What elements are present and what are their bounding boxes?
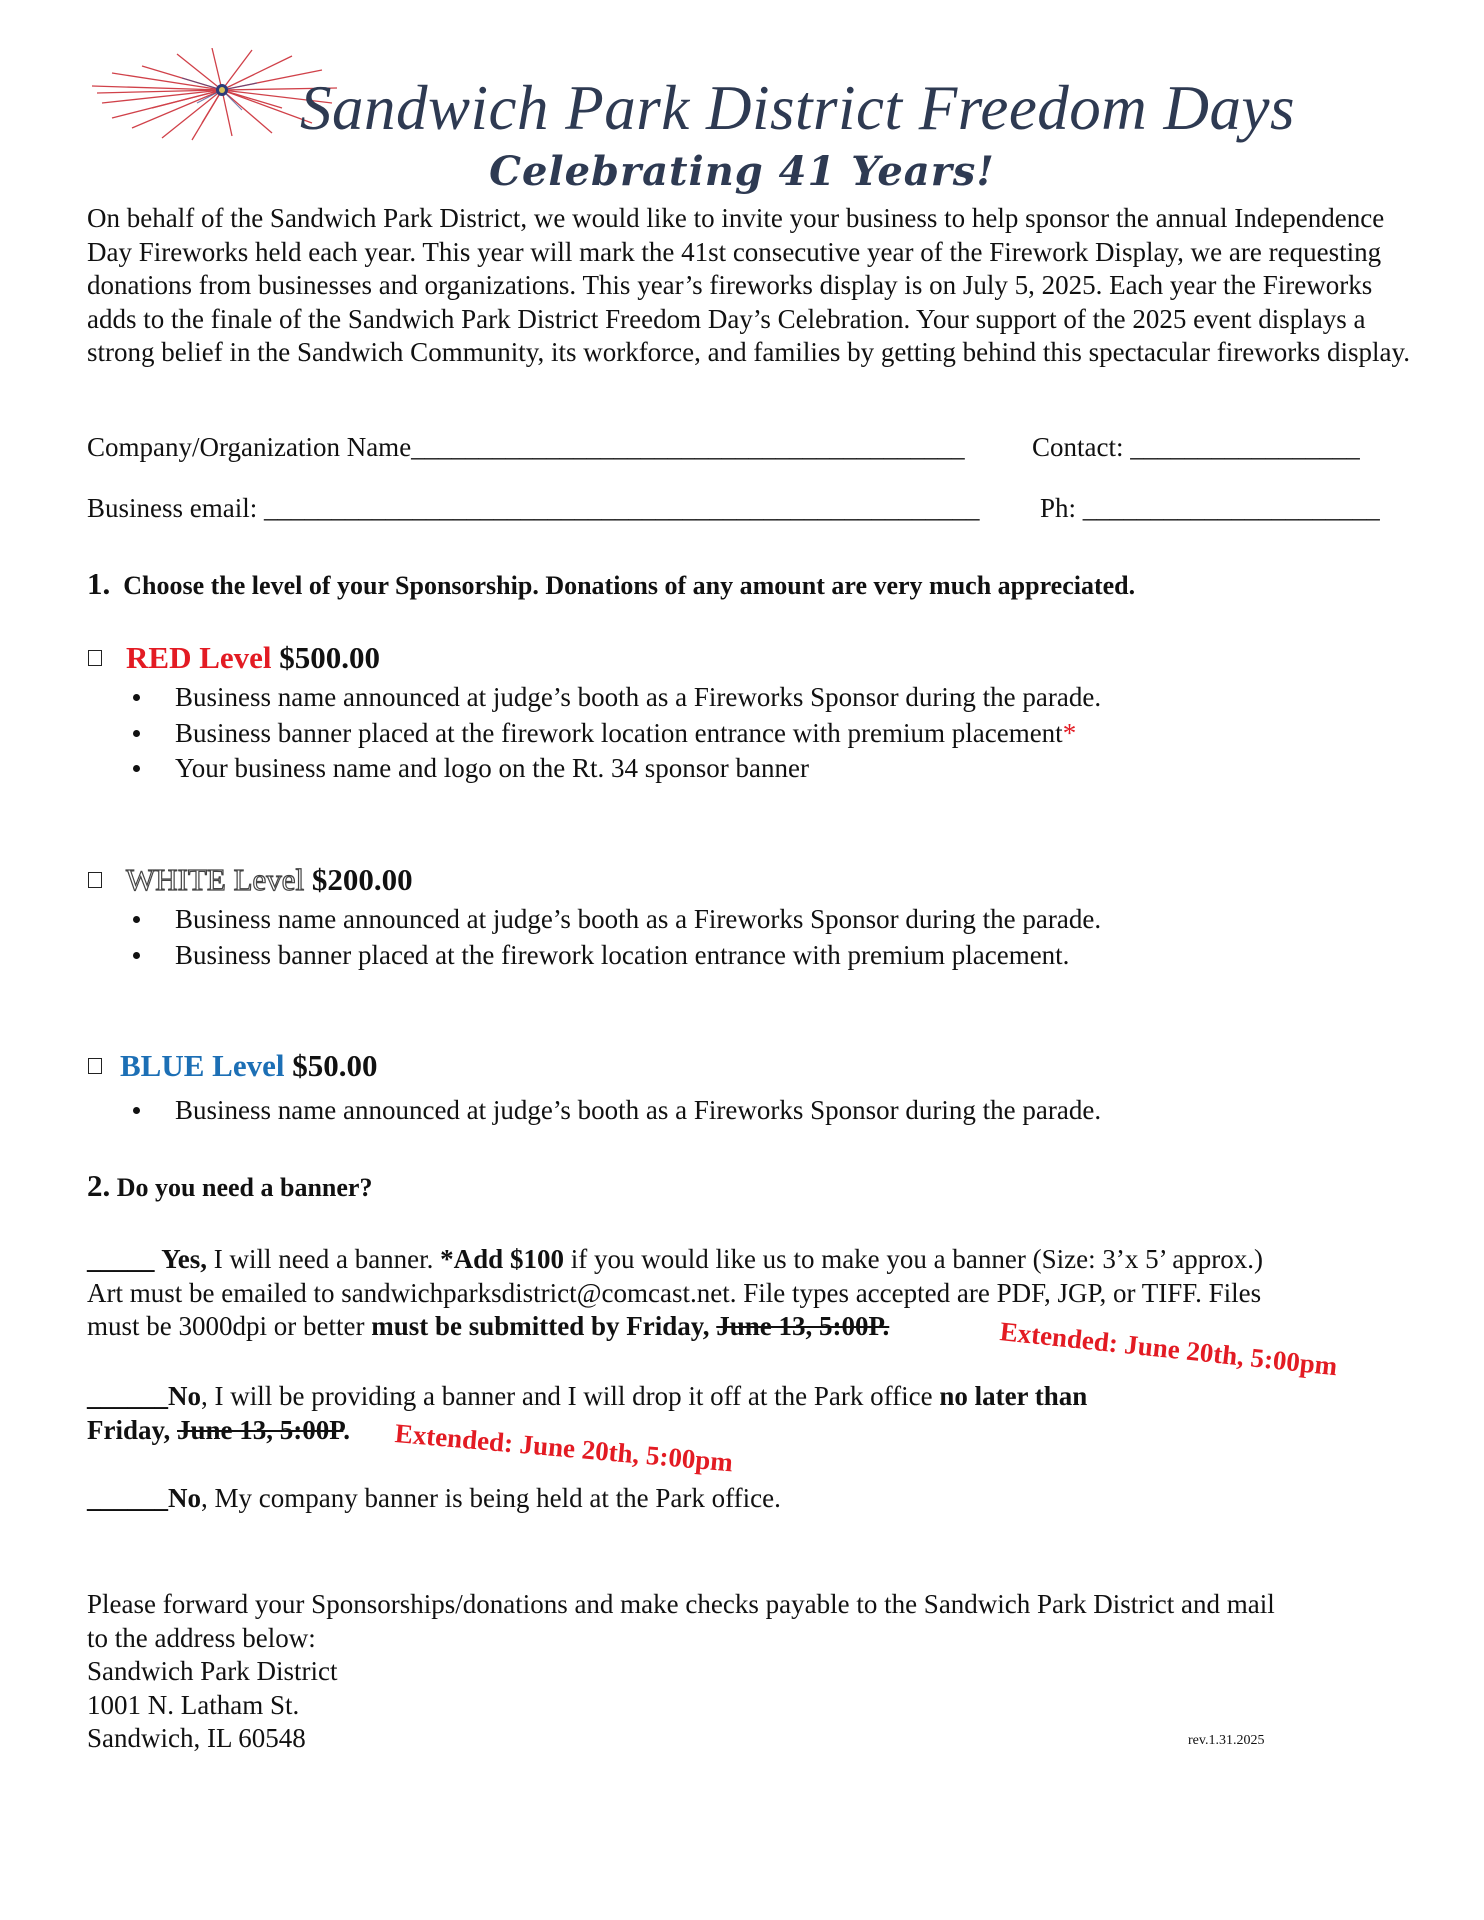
- list-item: Business name announced at judge’s booth as a Fireworks Sponsor during the parade.: [87, 680, 1101, 716]
- phone-blank[interactable]: ______________________: [1082, 493, 1380, 523]
- company-blank[interactable]: _________________________________________: [411, 432, 965, 462]
- address-line: Sandwich, IL 60548: [87, 1723, 306, 1754]
- banner-yes-option[interactable]: _____ Yes, I will need a banner. *Add $100 if you would like us to make you a banner (Size: 3’x 5’ approx.) Art must be emailed to sandwichparksdistrict@comcast.net. File types accepted are PDF, JGP, or TIFF. Files must be 3000dpi or better must be submitted by Friday, June 13, 5:00P.: [87, 1244, 1264, 1342]
- address-line: 1001 N. Latham St.: [87, 1689, 300, 1720]
- blue-level-checkbox[interactable]: [88, 1058, 102, 1074]
- banner-art-instructions: Art must be emailed to sandwichparksdistrict@comcast.net. File types accepted are PDF, JGP, or TIFF. Files: [87, 1277, 1262, 1308]
- question-1-number: 1.: [87, 566, 111, 601]
- revision-label: rev.1.31.2025: [1188, 1733, 1265, 1748]
- white-level-option[interactable]: [88, 862, 413, 898]
- company-field[interactable]: [87, 432, 965, 463]
- list-item: Business name announced at judge’s booth as a Fireworks Sponsor during the parade.: [87, 1093, 1101, 1129]
- banner-yes-blank[interactable]: _____: [87, 1244, 155, 1274]
- extended-deadline-note: Extended: June 20th, 5:00pm: [998, 1316, 1339, 1382]
- blue-level-name: BLUE Level: [120, 1048, 285, 1083]
- contact-blank[interactable]: _________________: [1130, 432, 1360, 462]
- list-item: Your business name and logo on the Rt. 34 sponsor banner: [87, 751, 1101, 787]
- page-subtitle: Celebrating 41 Years!: [489, 148, 995, 195]
- white-level-price: $200.00: [311, 862, 413, 897]
- banner-no-dropoff-option[interactable]: ______No, I will be providing a banner and I will drop it off at the Park office no later than Friday, June 13, 5:00P.: [87, 1381, 1088, 1445]
- red-level-option[interactable]: [88, 640, 380, 676]
- blue-level-price: $50.00: [292, 1048, 378, 1083]
- list-item: Business banner placed at the firework location entrance with premium placement*: [87, 716, 1101, 752]
- red-level-checkbox[interactable]: [88, 650, 102, 666]
- address-line: Sandwich Park District: [87, 1656, 338, 1687]
- white-level-checkbox[interactable]: [88, 872, 102, 888]
- blue-level-option[interactable]: [88, 1048, 377, 1084]
- banner-no-held-option[interactable]: ______No, My company banner is being held at the Park office.: [87, 1483, 781, 1513]
- email-blank[interactable]: _____________________________________________________: [264, 493, 980, 523]
- phone-label: Ph:: [1040, 493, 1077, 523]
- page-title: Sandwich Park District Freedom Days: [300, 73, 1296, 143]
- email-label: Business email:: [87, 493, 258, 523]
- old-deadline: June 13, 5:00P.: [716, 1311, 890, 1342]
- question-2-text: Do you need a banner?: [116, 1173, 373, 1202]
- red-level-benefits: [87, 680, 1101, 787]
- mailing-instructions: Please forward your Sponsorships/donations and make checks payable to the Sandwich Park District and mail to the address below: Sandwich Park District 1001 N. Latham St. Sandwich, IL 60548: [87, 1588, 1275, 1756]
- asterisk-mark: *: [1062, 717, 1077, 748]
- phone-field[interactable]: [1040, 493, 1380, 524]
- company-label: Company/Organization Name: [87, 432, 412, 462]
- red-level-name: RED Level: [126, 640, 272, 675]
- question-1-text: Choose the level of your Sponsorship. Donations of any amount are very much appreciated.: [123, 571, 1136, 600]
- banner-no-held-blank[interactable]: ______: [87, 1483, 168, 1513]
- list-item: Business banner placed at the firework location entrance with premium placement.: [87, 938, 1101, 974]
- old-deadline: June 13, 5:00P: [177, 1414, 344, 1445]
- list-item: Business name announced at judge’s booth as a Fireworks Sponsor during the parade.: [87, 902, 1101, 938]
- extended-deadline-note: Extended: June 20th, 5:00pm: [393, 1418, 735, 1478]
- blue-level-benefits: [87, 1093, 1101, 1129]
- red-level-price: $500.00: [279, 640, 381, 675]
- question-1-heading: [87, 566, 1135, 602]
- banner-yes-label: Yes,: [161, 1244, 207, 1274]
- white-level-benefits: [87, 902, 1101, 973]
- banner-no-blank[interactable]: ______: [87, 1381, 168, 1411]
- question-2-number: 2.: [87, 1168, 111, 1203]
- contact-field[interactable]: [1032, 432, 1360, 463]
- question-2-heading: [87, 1168, 372, 1204]
- contact-label: Contact:: [1032, 432, 1124, 462]
- white-level-name: WHITE Level: [126, 862, 305, 897]
- email-field[interactable]: [87, 493, 980, 524]
- intro-paragraph: On behalf of the Sandwich Park District, we would like to invite your business to help sponsor the annual Independence Day Fireworks held each year. This year will mark the 41st consecutive year of the Firework Display, we are requesting donations from businesses and organizations. This year’s fireworks display is on July 5, 2025. Each year the Fireworks adds to the finale of the Sandwich Park District Freedom Day’s Celebration. Your support of the 2025 event displays a strong belief in the Sandwich Community, its workforce, and families by getting behind this spectacular fireworks display.: [87, 203, 1410, 368]
